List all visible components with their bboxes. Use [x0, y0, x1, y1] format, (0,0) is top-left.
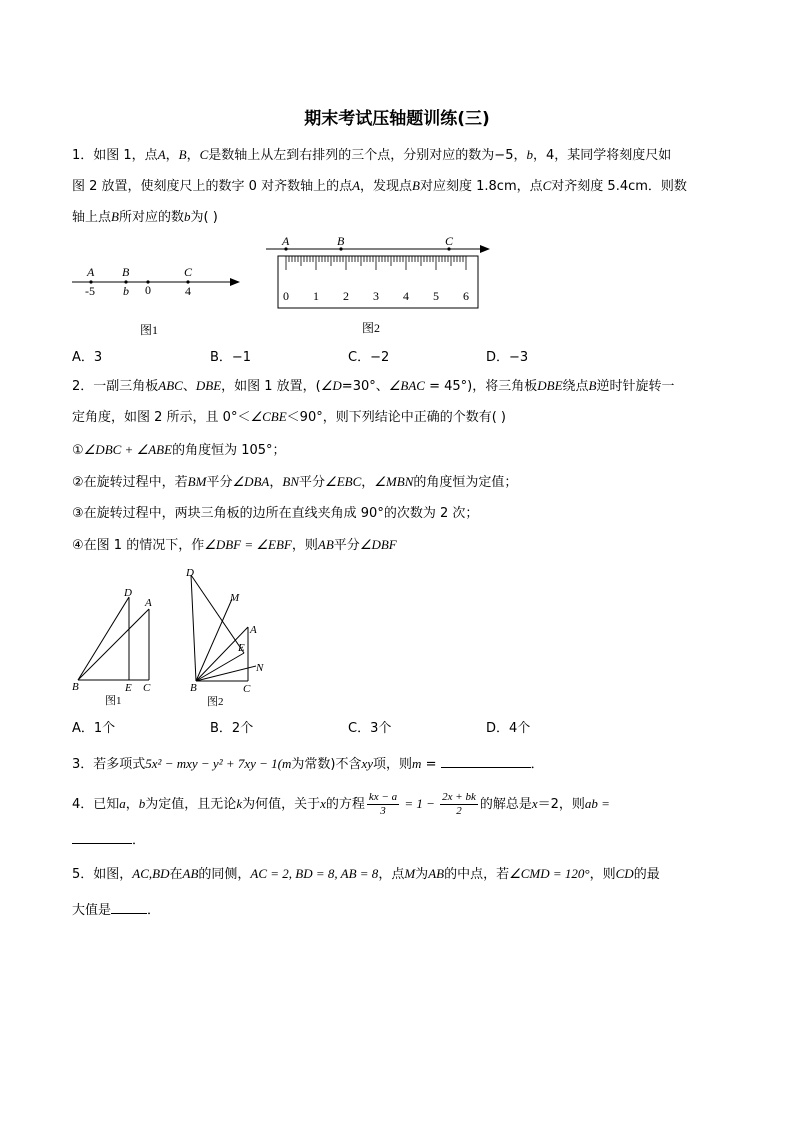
q2-fig1-label-b: B [72, 681, 79, 693]
q2-fig1-caption: 图1 [105, 695, 122, 707]
q2-line1: 2．一副三角板ABC、DBE，如图 1 放置，(∠D=30°、∠BAC = 45°)，将三角板DBE绕点B逆时针旋转一 [72, 378, 675, 394]
q1-fig1-label-c: C [184, 265, 193, 279]
q1-figure2-ruler [262, 232, 502, 340]
ruler-number: 0 [283, 289, 289, 303]
q1-fig1-tick-b: b [123, 284, 129, 298]
q1-line1: 1．如图 1，点A，B，C是数轴上从左到右排列的三个点，分别对应的数为−5，b，4，某同学将刻度尺如 [72, 147, 672, 163]
ruler-numbers [283, 289, 469, 303]
q4-fraction-left: $\frac{kx - a}{3}$ [368, 791, 398, 817]
q4-line1: 4．已知a，b为定值，且无论k为何值，关于x的方程 $\frac{kx - a}{3}$ = 1 − $\frac{2x + bk}{2}$ 的解总是x＝2，则ab = [72, 791, 610, 817]
ruler-number: 5 [433, 289, 439, 303]
q2-fig2-label-d: D [186, 567, 194, 579]
q1-line2: 图 2 放置，使刻度尺上的数字 0 对齐数轴上的点A，发现点B对应刻度 1.8cm，点C对齐刻度 5.4cm．则数 [72, 178, 687, 194]
q1-fig1-caption: 图1 [140, 323, 159, 337]
q2-fig2-label-e: E [238, 642, 245, 654]
ruler-number: 4 [403, 289, 409, 303]
q1-fig1-label-a: A [87, 265, 95, 279]
q2-fig2-caption: 图2 [207, 696, 224, 708]
q2-fig1-label-c: C [143, 682, 151, 694]
q5-line2: 大值是 ． [72, 899, 160, 921]
q1-fig1-tick-c: 4 [185, 284, 191, 298]
ruler-ticks [286, 256, 466, 270]
q5-answer-blank[interactable] [111, 899, 147, 914]
ruler-number: 1 [313, 289, 319, 303]
q2-statement-4: ④在图 1 的情况下，作∠DBF = ∠EBF，则AB平分∠DBF [72, 537, 397, 553]
q1-line3: 轴上点B所对应的数b为( ) [72, 209, 218, 225]
q5-line1: 5．如图，AC,BD在AB的同侧，AC = 2, BD = 8, AB = 8，点M为AB的中点，若∠CMD = 120°，则CD的最 [72, 866, 660, 882]
q1-option-d[interactable]: D．−3 [486, 350, 529, 365]
q2-fig2-label-m: M [230, 592, 240, 604]
q3-line: 3．若多项式5x² − mxy − y² + 7xy − 1(m为常数)不含xy项，则m = ． [72, 753, 544, 775]
q1-fig1-label-b: B [122, 265, 130, 279]
q4-fraction-right: $\frac{2x + bk}{2}$ [442, 791, 476, 817]
q2-option-c[interactable]: C．3个 [348, 721, 392, 736]
q2-fig1-label-a: A [145, 597, 152, 609]
q2-fig1-label-d: D [124, 587, 132, 599]
q4-answer-blank[interactable] [72, 829, 132, 844]
ruler-number: 3 [373, 289, 379, 303]
q3-answer-blank[interactable] [441, 753, 531, 768]
q2-option-a[interactable]: A．1个 [72, 721, 116, 736]
q2-fig2-label-n: N [256, 662, 264, 674]
ruler-number: 6 [463, 289, 469, 303]
q2-fig2-label-b: B [190, 682, 197, 694]
q2-statement-3: ③在旋转过程中，两块三角板的边所在直线夹角成 90°的次数为 2 次； [72, 506, 479, 521]
q2-fig2-label-c: C [243, 683, 251, 695]
q2-fig1-label-e: E [125, 682, 132, 694]
page-title: 期末考试压轴题训练(三) [304, 109, 490, 129]
q1-option-b[interactable]: B．−1 [210, 350, 252, 365]
q1-fig1-tick-a: -5 [85, 284, 95, 298]
q1-option-a[interactable]: A．3 [72, 350, 103, 365]
q2-fig2-label-a: A [250, 624, 257, 636]
q1-fig2-caption: 图2 [362, 321, 381, 335]
q1-fig1-tick-0: 0 [145, 283, 151, 297]
q2-line2: 定角度，如图 2 所示，且 0°＜∠CBE＜90°，则下列结论中正确的个数有( ) [72, 409, 506, 425]
q4-line2: ． [72, 829, 145, 851]
q2-option-d[interactable]: D．4个 [486, 721, 531, 736]
q1-fig2-label-a: A [282, 234, 290, 248]
q2-statement-2: ②在旋转过程中，若BM平分∠DBA，BN平分∠EBC，∠MBN的角度恒为定值； [72, 474, 518, 490]
q1-fig2-label-b: B [337, 234, 345, 248]
q1-fig2-label-c: C [445, 234, 454, 248]
q2-option-b[interactable]: B．2个 [210, 721, 254, 736]
ruler-number: 2 [343, 289, 349, 303]
q1-figure1-number-line [68, 262, 248, 342]
q2-statement-1: ①∠DBC + ∠ABE的角度恒为 105°； [72, 442, 286, 458]
q2-figure1-triangles [68, 585, 168, 710]
q1-option-c[interactable]: C．−2 [348, 350, 390, 365]
q2-figure2-rotation [180, 565, 280, 713]
